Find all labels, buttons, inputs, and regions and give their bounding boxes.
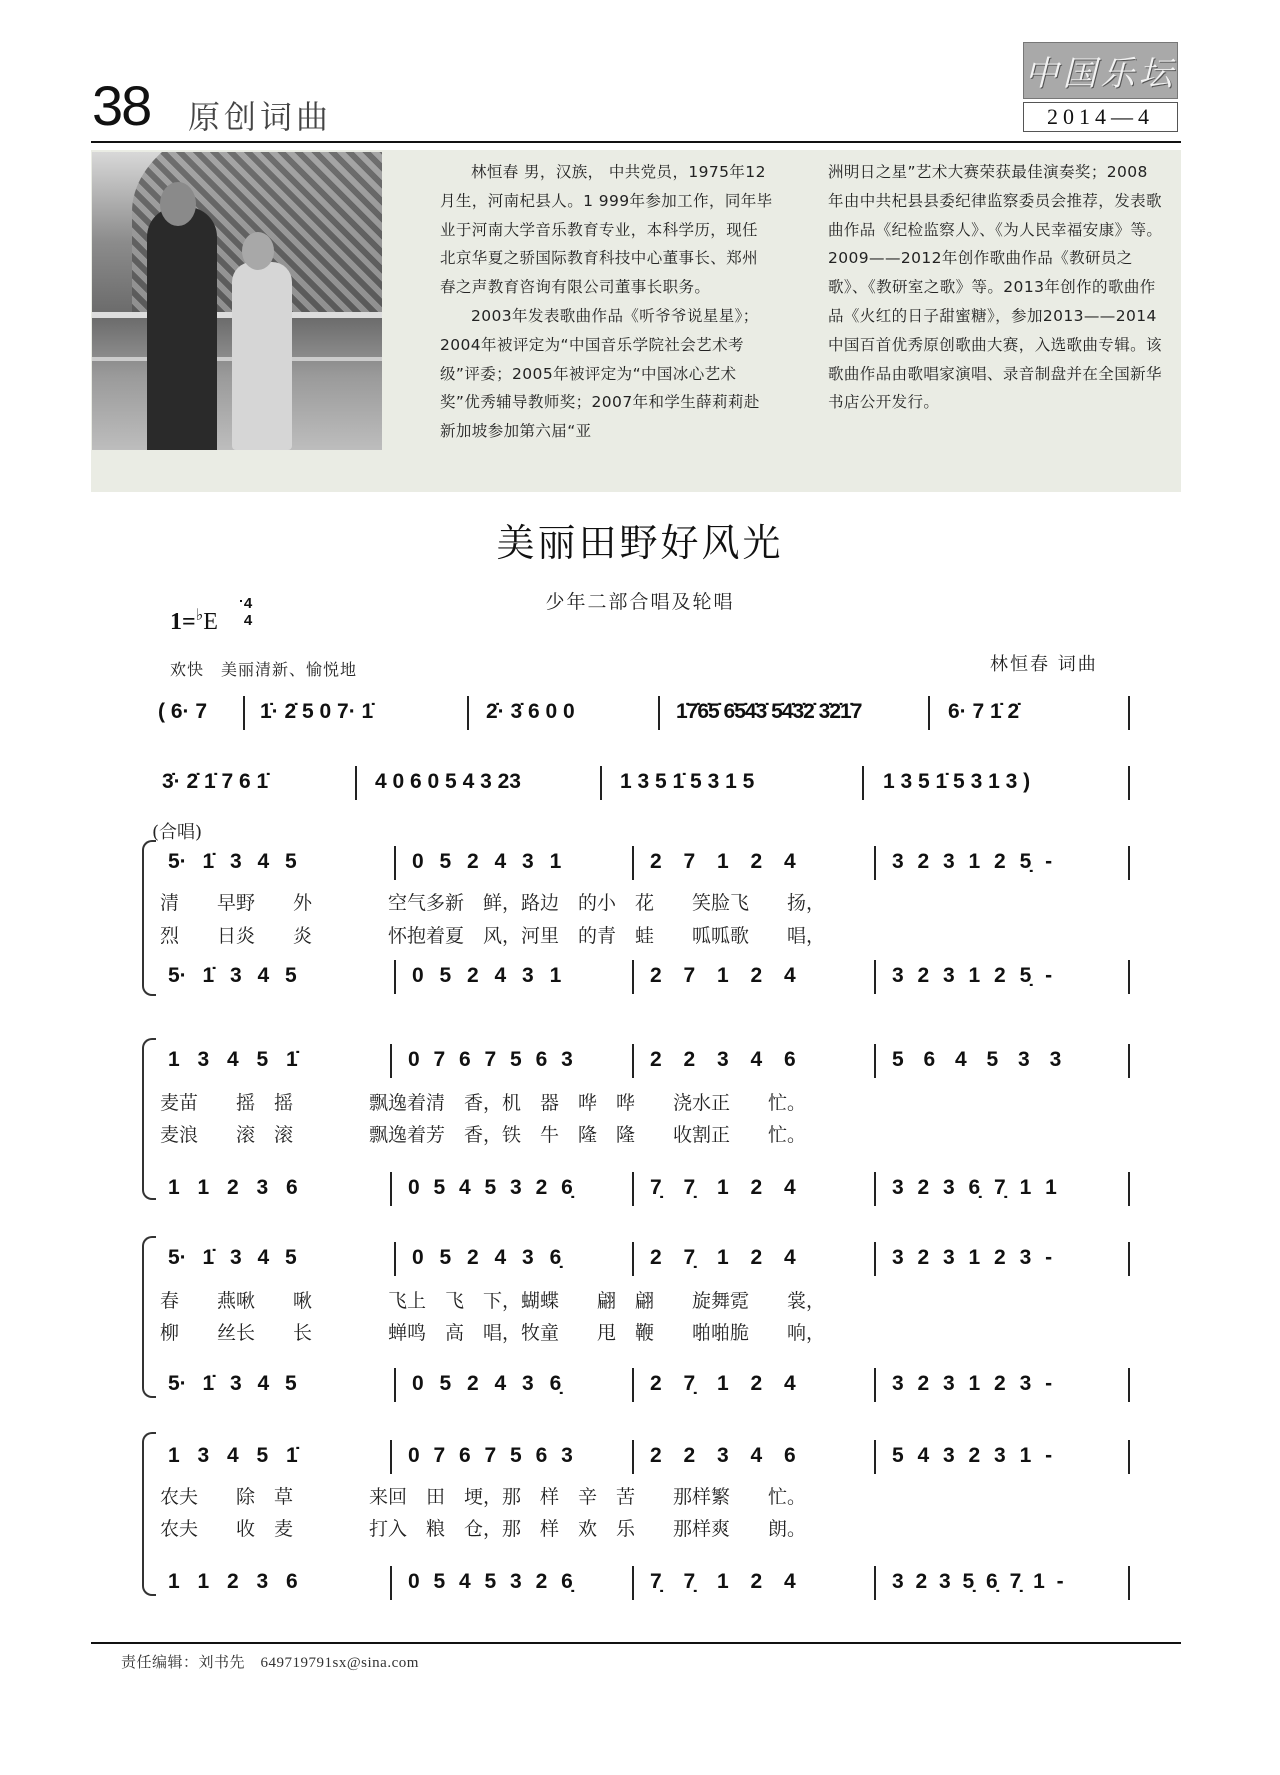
barline (394, 1368, 396, 1402)
barline (1128, 960, 1130, 994)
barline (632, 846, 634, 880)
barline (390, 1566, 392, 1600)
notes: 5· 1̇ 3 4 5 (168, 850, 297, 873)
bio-paragraph: 2003年发表歌曲作品《听爷爷说星星》；2004年被评定为“中国音乐学院社会艺术考级”评委；2005年被评定为“中国冰心艺术奖”优秀辅导教师奖；2007年和学生薛莉莉赴新加坡参加第六届“亚 (440, 306, 760, 441)
barline (390, 1440, 392, 1474)
upper-voice (150, 842, 1150, 882)
intro-line-2 (150, 762, 1150, 802)
barline (658, 696, 660, 730)
barline (928, 696, 930, 730)
notes: 6· 7 1̇ 2̇ (948, 700, 1020, 723)
notes: 1 3 4 5 1̇ (168, 1444, 298, 1467)
notes: 0 5 2 4 3 1 (412, 850, 562, 873)
notes: 2 7 1 2 4 (650, 850, 796, 873)
time-signature (240, 595, 256, 629)
lyrics-verse-2: 麦浪 滚 滚 飘逸着芳 香，铁 牛 隆 隆 收割正 忙。 (160, 1124, 807, 1146)
notes: 0 5 2 4 3 1 (412, 964, 562, 987)
notes: 5· 1̇ 3 4 5 (168, 964, 297, 987)
barline (874, 1368, 876, 1402)
barline (394, 960, 396, 994)
barline (1128, 1440, 1130, 1474)
song-title: 美丽田野好风光 (496, 521, 784, 565)
notes: 0 5 4 5 3 2 6̣ (408, 1176, 573, 1199)
time-bottom: 4 (243, 612, 253, 629)
notes: 3 2 3 6̣ 7̣ 1 1 (892, 1176, 1057, 1199)
lyrics-verse-1: 农夫 除 草 来回 田 埂，那 样 辛 苦 那样繁 忙。 (160, 1486, 807, 1508)
barline (632, 1566, 634, 1600)
lyrics-verse-2: 柳 丝长 长 蝉鸣 高 唱，牧童 甩 鞭 啪啪脆 响， (160, 1322, 826, 1344)
key-note: E (203, 609, 218, 635)
notes: 1 3 5 1̇ 5 3 1 3 ) (883, 770, 1031, 793)
barline (632, 1368, 634, 1402)
barline (394, 1242, 396, 1276)
barline (874, 1242, 876, 1276)
key-signature (170, 605, 218, 636)
notes: 5 6 4 5 3 3 (892, 1048, 1062, 1071)
notes: 2 7 1 2 4 (650, 964, 796, 987)
notes: 3 2 3 5̣ 6̣ 7̣ 1 - (892, 1570, 1064, 1593)
page-number: 38 (92, 74, 151, 137)
bio-paragraph: 洲明日之星”艺术大赛荣获最佳演奏奖；2008年由中共杞县县委纪律监察委员会推荐，发表歌曲作品《纪检监察人》、《为人民幸福安康》等。2009——2012年创作歌曲作品《教研员之歌》、《教研室之歌》等。2013年创作的歌曲作品《火红的日子甜蜜糖》，参加2013——2014中国百首优秀原创歌曲大赛，入选歌曲专辑。该歌曲作品由歌唱家演唱、录音制盘并在全国新华书店公开发行。 (828, 163, 1163, 412)
notes: ( 6· 7 (158, 700, 208, 723)
notes: 3̇· 2̇ 1̇ 7 6 1̇ (162, 770, 269, 793)
barline (1128, 846, 1130, 880)
notes: 2 2 3 4 6 (650, 1048, 796, 1071)
bio-left-column (440, 158, 773, 446)
bio-paragraph: 林恒春 男，汉族， 中共党员，1975年12月生，河南杞县人。1 999年参加工作，同年毕业于河南大学音乐教育专业，本科学历，现任北京华夏之骄国际教育科技中心董事长、郑州春之声教育咨询有限公司董事长职务。 (440, 163, 773, 297)
notes: 5 4 3 2 3 1 - (892, 1444, 1053, 1467)
barline (600, 766, 602, 800)
barline (1128, 1368, 1130, 1402)
barline (632, 1172, 634, 1206)
barline (874, 846, 876, 880)
song-subtitle: 少年二部合唱及轮唱 (545, 591, 735, 613)
header-divider (91, 141, 1181, 143)
lower-voice (150, 1364, 1150, 1404)
lower-voice (150, 956, 1150, 996)
barline (1128, 1566, 1130, 1600)
barline (632, 960, 634, 994)
barline (355, 766, 357, 800)
author-photo (92, 152, 382, 450)
notes: 7̣ 7̣ 1 2 4 (650, 1570, 796, 1593)
barline (874, 1440, 876, 1474)
notes: 2 7̣ 1 2 4 (650, 1246, 796, 1269)
tempo-marking: 欢快 美丽清新、愉悦地 (170, 660, 358, 679)
barline (390, 1172, 392, 1206)
key-label: 1= (170, 609, 196, 635)
issue-number: 2014—4 (1023, 102, 1178, 132)
notes: 1̇· 2̇ 5 0 7· 1̇ (260, 700, 374, 723)
notes: 4 0 6 0 5 4 3 23 (375, 770, 521, 793)
barline (632, 1242, 634, 1276)
notes: 0 7 6 7 5 6 3 (408, 1444, 573, 1467)
barline (394, 846, 396, 880)
upper-voice (150, 1238, 1150, 1278)
lyrics-verse-2: 农夫 收 麦 打入 粮 仓，那 样 欢 乐 那样爽 朗。 (160, 1518, 807, 1540)
notes: 1 1 2 3 6 (168, 1176, 298, 1199)
notes: 3 2 3 1 2 3 - (892, 1372, 1053, 1395)
magazine-logo: 中国乐坛 (1023, 42, 1178, 99)
notes: 5· 1̇ 3 4 5 (168, 1246, 297, 1269)
barline (1128, 1172, 1130, 1206)
barline (1128, 1242, 1130, 1276)
notes: 3 2 3 1 2 3 - (892, 1246, 1053, 1269)
section-title: 原创词曲 (188, 98, 333, 136)
barline (1128, 696, 1130, 730)
notes: 0 5 2 4 3 6̣ (412, 1372, 562, 1395)
lyrics-verse-1: 麦苗 摇 摇 飘逸着清 香，机 器 哗 哗 浇水正 忙。 (160, 1092, 807, 1114)
barline (390, 1044, 392, 1078)
notes: 7̣ 7̣ 1 2 4 (650, 1176, 796, 1199)
lyrics-verse-1: 春 燕啾 啾 飞上 飞 下，蝴蝶 翩 翩 旋舞霓 裳， (160, 1290, 826, 1312)
notes: 1 3 5 1̇ 5 3 1 5 (620, 770, 755, 793)
notes: 2 7̣ 1 2 4 (650, 1372, 796, 1395)
flat-icon: ♭ (195, 607, 204, 624)
notes: 2 2 3 4 6 (650, 1444, 796, 1467)
footer-divider (91, 1642, 1181, 1644)
notes: 0 5 4 5 3 2 6̣ (408, 1570, 573, 1593)
barline (874, 1566, 876, 1600)
barline (874, 960, 876, 994)
lower-voice (150, 1562, 1150, 1602)
upper-voice (150, 1040, 1150, 1080)
barline (862, 766, 864, 800)
time-top: 4 (243, 595, 253, 612)
upper-voice (150, 1436, 1150, 1476)
notes: 0 5 2 4 3 6̣ (412, 1246, 562, 1269)
barline (874, 1044, 876, 1078)
barline (1128, 766, 1130, 800)
notes: 5· 1̇ 3 4 5 (168, 1372, 297, 1395)
lyrics-verse-2: 烈 日炎 炎 怀抱着夏 风，河里 的青 蛙 呱呱歌 唱， (160, 925, 826, 947)
barline (632, 1044, 634, 1078)
bio-right-column (828, 158, 1163, 417)
intro-line-1 (150, 692, 1150, 732)
chorus-label: (合唱) (152, 822, 203, 843)
notes: 0 7 6 7 5 6 3 (408, 1048, 573, 1071)
notes: 1 3 4 5 1̇ (168, 1048, 298, 1071)
lower-voice (150, 1168, 1150, 1208)
lyrics-verse-1: 清 早野 外 空气多新 鲜，路边 的小 花 笑脸飞 扬， (160, 892, 826, 914)
notes: 1̇7̇6̇5̇ 6̇5̇4̇3̇ 5̇4̇3̇2̇ 3̇2̇1̇7 (676, 700, 862, 723)
notes: 3 2 3 1 2 5̣ - (892, 964, 1053, 987)
editor-credit: 责任编辑：刘书先 649719791sx@sina.com (121, 1655, 419, 1671)
notes: 1 1 2 3 6 (168, 1570, 298, 1593)
barline (467, 696, 469, 730)
composer-credit: 林恒春 词曲 (990, 654, 1098, 675)
notes: 3 2 3 1 2 5̣ - (892, 850, 1053, 873)
barline (1128, 1044, 1130, 1078)
barline (874, 1172, 876, 1206)
barline (243, 696, 245, 730)
notes: 2̇· 3̇ 6 0 0 (486, 700, 575, 723)
barline (632, 1440, 634, 1474)
